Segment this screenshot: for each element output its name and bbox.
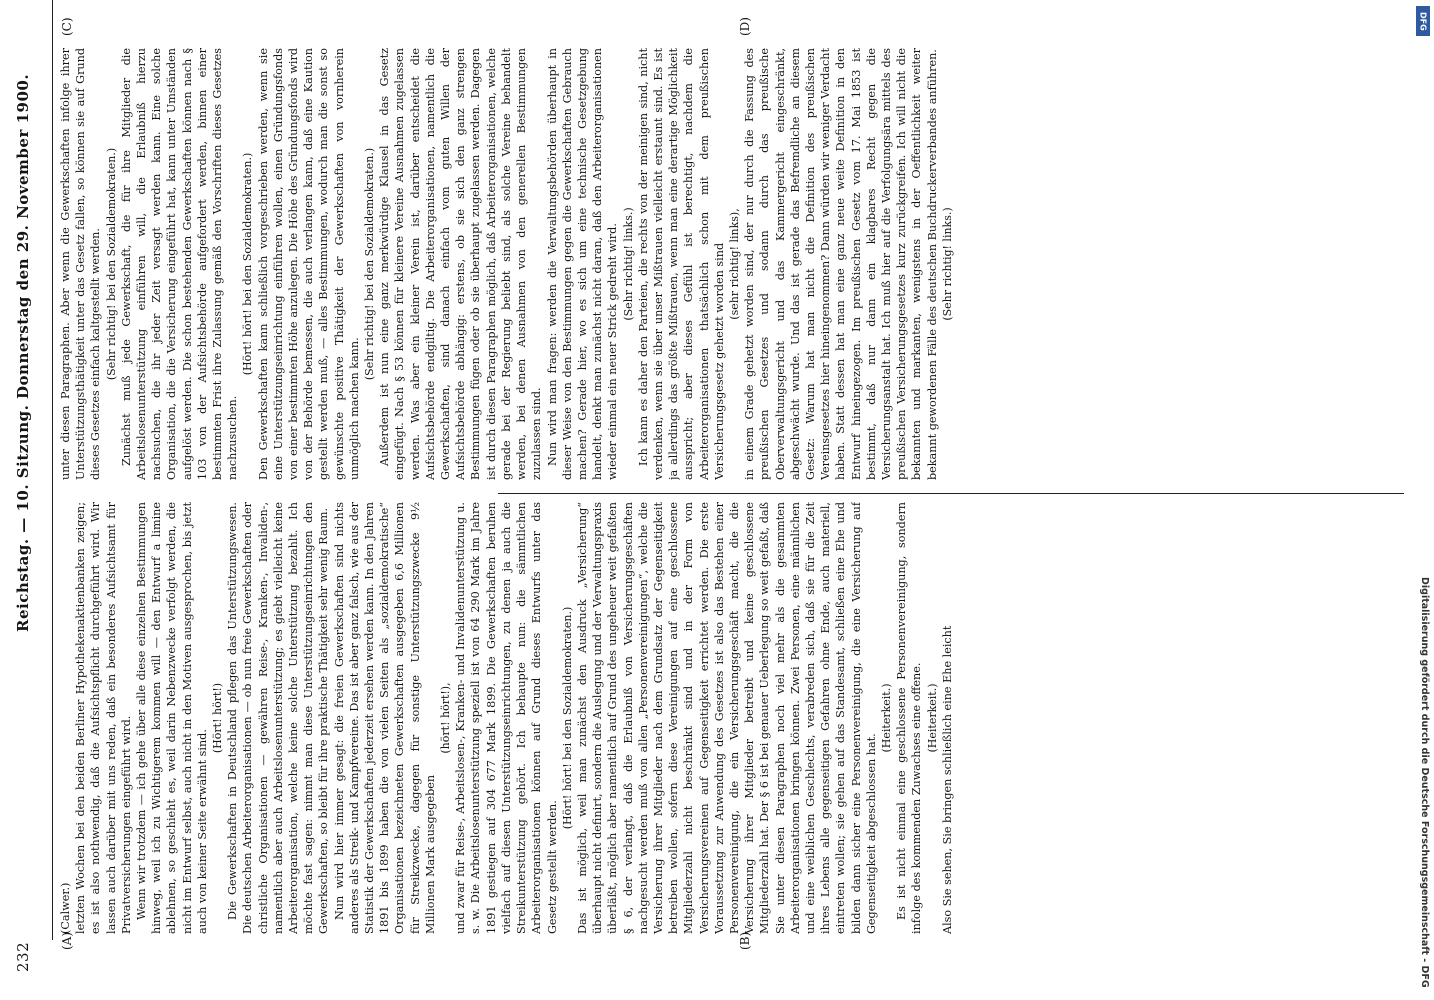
digitization-notice: Digitalisierung gefördert durch die Deutsche Forschungsgemeinschaft - DFG [1419,577,1430,988]
paragraph: Das ist möglich, weil man zunächst den Ausdruck „Versicherung“ überhaupt nicht definirt, sondern die Auslegung und der Verwaltungspraxis überläßt, möglich aber namentlich auf Grund des ungeheuer weit gefaßten § 6, der verlangt, daß die Erlaubniß von Versicherungsgeschäften nachgesucht werden muß von allen „Personenvereinigungen“, welche die Versicherung ihrer Mitglieder nach dem Grundsatz der Gegenseitigkeit betreiben wollen, sofern diese Vereinigungen auf eine geschlossene Mitgliederzahl nicht beschränkt sind und in der Form von Versicherungsvereinen auf Gegenseitigkeit errichtet werden. Die erste Voraussetzung zur Anwendung des Gesetzes ist also das Bestehen einer Personenvereinigung, die ein Versicherungsgeschäft macht, die die Versicherung ihrer Mitglieder betreibt und keine geschlossene Mitgliederzahl hat. Der § 6 ist bei genauer Ueberlegung so weit gefaßt, daß Sie unter diesen Paragraphen noch viel mehr als die gesammten Arbeiterorganisationen bringen können. Zwei Personen, eine männlichen und eine weiblichen Geschlechts, verabreden sich, daß sie für die Zeit ihres Lebens alle gegenseitigen Gefahren ohne Ende, auch materiell, eintreten wollen; sie gehen auf das Standesamt, schließen eine Ehe und bilden dann sicher eine Personenvereinigung, die eine Versicherung auf Gegenseitigkeit abgeschlossen hat. [575,502,878,934]
page-header [14,12,40,972]
interjection: (Heiterkeit.) [879,683,893,753]
paragraph: Außerdem ist nun eine ganz merkwürdige Klausel in das Gesetz eingefügt. Nach § 53 können für kleinere Vereine Ausnahmen zugelassen werden. Was aber ein kleiner Verein ist, darüber entscheidet die Aufsichtsbehörde endgiltig. Die Arbeiterorganisationen, namentlich die Gewerkschaften, sind danach einfach vom guten Willen der Aufsichtsbehörde abhängig: erstens, ob sie sich den ganz strengen Bestimmungen fügen oder ob sie überhaupt zugelassen werden. Dagegen ist durch diesen Paragraphen möglich, daß Arbeiterorganisationen, welche gerade bei der Regierung beliebt sind, als solche Vereine behandelt werden, bei denen Ausnahmen von den generellen Bestimmungen zuzulassen sind. [378,48,544,480]
dfg-logo-icon: DFG [1416,6,1430,36]
paragraph: Zunächst muß jede Gewerkschaft, die für ihre Mitglieder die Arbeitslosenunterstützung einführen will, die Erlaubniß hierzu nachsuchen, die ihr jeder Zeit versagt werden kann. Eine solche Organisation, die die Versicherung eingeführt hat, kann unter Umständen aufgelöst werden. Die schon bestehenden Gewerkschaften können nach § 103 von der Aufsichtsbehörde aufgefordert werden, binnen einer bestimmten Frist ihre Zulassung gemäß den Vorschriften dieses Gesetzes nachzusuchen. [119,48,240,480]
interjection: (hört! hört!), [439,682,453,754]
interjection: (Hört! hört! bei den Sozialdemokraten.) [241,152,255,376]
paragraph: unter diesen Paragraphen. Aber wenn die Gewerkschaften infolge ihrer Unterstützungsthätigkeit unter das Gesetz fallen, so können sie auf Grund dieses Gesetzes einfach kaltgestellt werden. [59,48,103,480]
paragraph: Also Sie sehen, Sie bringen schließlich eine Ehe leicht [940,625,954,934]
margin-marker-a: (A) [60,931,74,950]
margin-marker-c: (C) [60,17,74,36]
margin-marker-d: (D) [738,17,752,36]
paragraph: Es ist nicht einmal eine geschlossene Personenvereinigung, sondern infolge des kommenden Zuwachses eine offene. [895,502,924,934]
paragraph: Nun wird hier immer gesagt: die freien Gewerkschaften sind nichts anderes als Streik- und Kampfvereine. Das ist aber ganz falsch, wie aus der Statistik der Gewerkschaften jederzeit ersehen werden kann. In den Jahren 1891 bis 1899 haben die von vielen Seiten als „sozialdemokratische“ Organisationen bezeichneten Gewerkschaften ausgegeben 6,6 Millionen für Streikzwecke, dagegen für sonstige Unterstützungszwecke 9½ Millionen Mark ausgegeben [332,502,437,934]
paragraph: Wenn wir trotzdem — ich gehe über alle diese einzelnen Bestimmungen hinweg, weil ich zu Wichtigerem kommen will — den Entwurf a limine ablehnen, so geschieht es, weil darin Nebenzwecke verfolgt werden, die nicht im Entwurf selbst, auch nicht in den Motiven ausgesprochen, bis jetzt auch von keiner Seite erwähnt sind. [135,502,209,934]
paragraph: letzten Wochen bei den beiden Berliner Hypothekenaktienbanken zeigen; es ist also nothwendig, daß die Aufsichtspflicht durchgeführt wird. Wir lassen auch darüber mit uns reden, daß ein besonderes Aufsichtsamt für Privatversicherungen eingeführt wird. [74,502,133,934]
column-divider [498,493,1404,494]
left-text-column [58,502,1404,934]
page-number: 232 [14,941,32,972]
paragraph: in einem Grade gehetzt worden sind, der nur durch die Fassung des preußischen Gesetzes und sodann durch das preußische Oberverwaltungsgericht und das Kammergericht eingeschränkt, abgeschwächt wurde. Und das ist gerade das Befremdliche an diesem Gesetz: Warum hat man nicht die Definition des preußischen Vereinsgesetzes hier hineingenommen? Dann würden wir weniger Verdacht haben. Statt dessen hat man eine ganz neue weite Definition in den Entwurf hineingezogen. Im preußischen Gesetz vom 17. Mai 1853 ist bestimmt, daß nur dann ein klagbares Recht gegen die Versicherungsanstalt hat. Ich muß hier auf die Verfolgungsära mittels des preußischen Versicherungsgesetzes kurz zurückgreifen. Ich will nicht die bekannten und markanten, wenigstens in der Oeffentlichkeit weiter bekannt gewordenen Fälle des deutschen Buchdruckerverbandes anführen. [743,48,939,480]
margin-marker-b: (B) [738,931,752,950]
interjection: (sehr richtig! links), [727,208,741,320]
header-rule [52,0,53,940]
interjection: (Sehr richtig! bei den Sozialdemokraten.) [104,147,118,381]
right-text-column [58,48,1404,480]
paragraph: Die Gewerkschaften in Deutschland pflegen das Unterstützungswesen. Die deutschen Arbeiterorganisationen — ob nun freie Gewerkschaften oder christliche Organisationen — gewähren Reise-, Kranken-, Invaliden-, namentlich aber auch Arbeitslosenunterstützung; es giebt vielleicht keine Arbeiterorganisation, welche keine solche Unterstützung bezahlt. Ich möchte fast sagen: nimmt man diese Unterstützungseinrichtungen den Gewerkschaften, so bleibt für ihre praktische Thätigkeit sehr wenig Raum. [226,502,331,934]
interjection: (Sehr richtig! bei den Sozialdemokraten.) [363,147,377,381]
running-title: Reichstag. — 10. Sitzung. Donnerstag den 29. November 1900. [14,73,32,632]
paragraph: Ich kann es daher den Parteien, die rechts von der meinigen sind, nicht verdenken, wenn sie über unser Mißtrauen vielleicht erstaunt sind. Es ist ja allerdings das größte Mißtrauen, wenn man eine derartige Möglichkeit ausspricht; aber dieses Gefühl ist berechtigt, nachdem die Arbeiterorganisationen thatsächlich schon mit dem preußischen Versicherungsgesetz gehetzt worden sind [636,48,726,480]
interjection: (Hört! hört! bei den Sozialdemokraten.) [560,606,574,830]
interjection: (Sehr richtig! links.) [621,207,635,321]
paragraph: Nun wird man fragen: werden die Verwaltungsbehörden überhaupt in dieser Weise von den Bestimmungen gegen die Gewerkschaften Gebrauch machen? Gerade hier, wo es sich um eine technische Gesetzgebung handelt, denkt man zunächst nicht daran, daß den Arbeiterorganisationen wieder einmal ein neuer Strick gedreht wird. [545,48,620,480]
interjection: (Hört! hört!) [211,682,225,754]
speaker-name: (Calwer.) [59,882,72,934]
paragraph: Den Gewerkschaften kann schließlich vorgeschrieben werden, wenn sie eine Unterstützungseinrichtung einführen wollen, einen Gründungsfonds von einer bestimmten Höhe anzulegen. Die Höhe des Gründungsfonds wird von der Behörde bemessen, die auch verlangen kann, daß eine Kaution gestellt werden muß, — alles Bestimmungen, wodurch man die sonst so gewünschte positive Thätigkeit der Gewerkschaften von vornherein unmöglich machen kann. [256,48,361,480]
interjection: (Heiterkeit.) [925,683,939,753]
paragraph: und zwar für Reise-, Arbeitslosen-, Kranken- und Invalidenunterstützung u. s. w. Die Arbeitslosenunterstützung speziell ist von 64 290 Mark im Jahre 1891 gestiegen auf 304 677 Mark 1899. Die Gewerkschaften beruhen vielfach auf diesen Unterstützungseinrichtungen, zu denen ja auch die Streikunterstützung gehört. Ich behaupte nun: die sämmtlichen Arbeiterorganisationen können auf Grund dieses Entwurfs unter das Gesetz gestellt werden. [454,502,559,934]
interjection: (Sehr richtig! links.) [940,207,954,321]
